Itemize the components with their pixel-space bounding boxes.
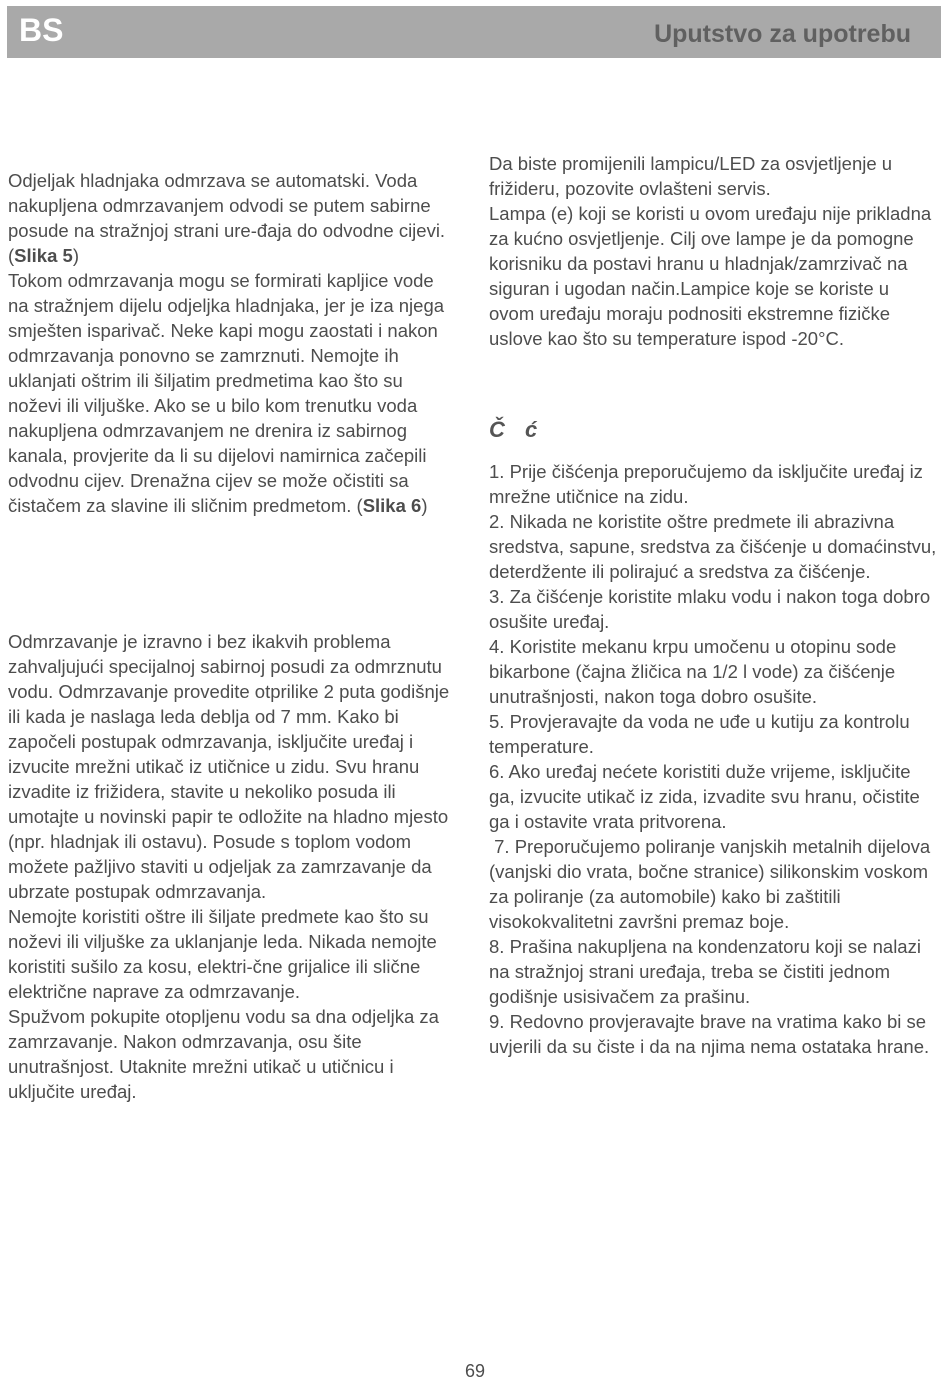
page-header — [7, 6, 941, 58]
list-item: 1. Prije čišćenja preporučujemo da isključite uređaj iz mrežne utičnice na zidu. — [489, 461, 923, 507]
section-heading: Č ć — [489, 417, 538, 442]
paragraph: Odjeljak hladnjaka odmrzava se automatski. Voda nakupljena odmrzavanjem odvodi se putem sabirne posude na stražnjoj strani ure-đaja do odvodne cijevi. (Slika 5) — [8, 170, 446, 266]
list-item: 2. Nikada ne koristite oštre predmete ili abrazivna sredstva, sapune, sredstva za čišćenje u domaćinstvu, deterdžente ili polirajuć a sredstva za čišćenje. — [489, 511, 937, 582]
page-number: 69 — [464, 1361, 486, 1381]
paragraph: Lampa (e) koji se koristi u ovom uređaju nije prikladna za kućno osvjetljenje. Cilj ove lampe je da pomogne korisniku da postavi hranu u hladnjak/zamrzivač na siguran i ugodan način.Lampice koje se koriste u ovom uređaju moraju podnositi ekstremne fizičke uslove kao što su temperature ispod -20°C. — [489, 203, 932, 349]
list-item: 9. Redovno provjeravajte brave na vratima kako bi se uvjerili da su čiste i da na njima nema ostataka hrane. — [489, 1011, 930, 1057]
paragraph: Odmrzavanje je izravno i bez ikakvih problema zahvaljujući specijalnoj sabirnoj posudi za odmrznutu vodu. Odmrzavanje provedite otprilike 2 puta godišnje ili kada je naslaga leda deblja od 7 mm. Kako bi započeli postupak odmrzavanja, isključite uređaj i izvucite mrežni utikač iz utičnice u zidu. Svu hranu izvadite iz frižidera, stavite u nekoliko posuda ili umotajte u novinski papir te odložite na hladno mjesto (npr. hladnjak ili ostavu). Posude s toplom vodom možete pažljivo staviti u odjeljak za zamrzavanje da ubrzate postupak odmrzavanja. — [8, 631, 450, 902]
defrost-freezer-text — [8, 629, 458, 1104]
language-code: BS — [19, 12, 64, 48]
list-item: 3. Za čišćenje koristite mlaku vodu i nakon toga dobro osušite uređaj. — [489, 586, 931, 632]
defrost-fridge-text — [8, 168, 458, 518]
paragraph: Spužvom pokupite otopljenu vodu sa dna odjeljka za zamrzavanje. Nakon odmrzavanja, osu šite unutrašnjost. Utaknite mrežni utikač u utičnicu i uključite uređaj. — [8, 1006, 439, 1102]
list-item: 4. Koristite mekanu krpu umočenu u otopinu sode bikarbone (čajna žličica na 1/2 l vode) za čišćenje unutrašnjosti, nakon toga dobro osušite. — [489, 636, 897, 707]
lamp-replacement-text — [489, 151, 939, 351]
paragraph: Nemojte koristiti oštre ili šiljate predmete kao što su noževi ili viljuške za uklanjanje leda. Nikada nemojte koristiti sušilo za kosu, elektri-čne grijalice ili slične električne naprave za odmrzavanje. — [8, 906, 437, 1002]
list-item: 6. Ako uređaj nećete koristiti duže vrijeme, isključite ga, izvucite utikač iz zida, izvadite svu hranu, očistite ga i ostavite vrata pritvorena. — [489, 761, 920, 832]
figure-reference: Slika 5 — [14, 245, 73, 266]
list-item: 7. Preporučujemo poliranje vanjskih metalnih dijelova (vanjski dio vrata, bočne stranice) silikonskim voskom za poliranje (za automobile) kako bi zaštitili visokokvalitetni završni premaz boje. — [489, 836, 936, 932]
list-item: 5. Provjeravajte da voda ne uđe u kutiju za kontrolu temperature. — [489, 711, 910, 757]
paragraph: Tokom odmrzavanja mogu se formirati kapljice vode na stražnjem dijelu odjeljka hladnjaka, jer je iza njega smješten isparivač. Neke kapi mogu zaostati i nakon odmrzavanja ponovno se zamrznuti. Nemojte ih uklanjati oštrim ili šiljatim predmetima kao što su noževi ili viljuške. Ako se u bilo kom trenutku voda nakupljena odmrzavanjem ne drenira iz sabirnog kanala, provjerite da li su dijelovi namirnica začepili odvodnu cijev. Drenažna cijev se može očistiti sa čistačem za slavine ili sličnim predmetom. (Slika 6) — [8, 270, 445, 516]
paragraph: Da biste promijenili lampicu/LED za osvjetljenje u frižideru, pozovite ovlašteni servis. — [489, 153, 893, 199]
figure-reference: Slika 6 — [362, 495, 422, 516]
list-item: 8. Prašina nakupljena na kondenzatoru koji se nalazi na stražnjoj strani uređaja, treba se čistiti jednom godišnje usisivačem za prašinu. — [489, 936, 921, 1007]
cleaning-instructions-list — [489, 459, 939, 1059]
manual-title: Uputstvo za upotrebu — [654, 20, 911, 48]
